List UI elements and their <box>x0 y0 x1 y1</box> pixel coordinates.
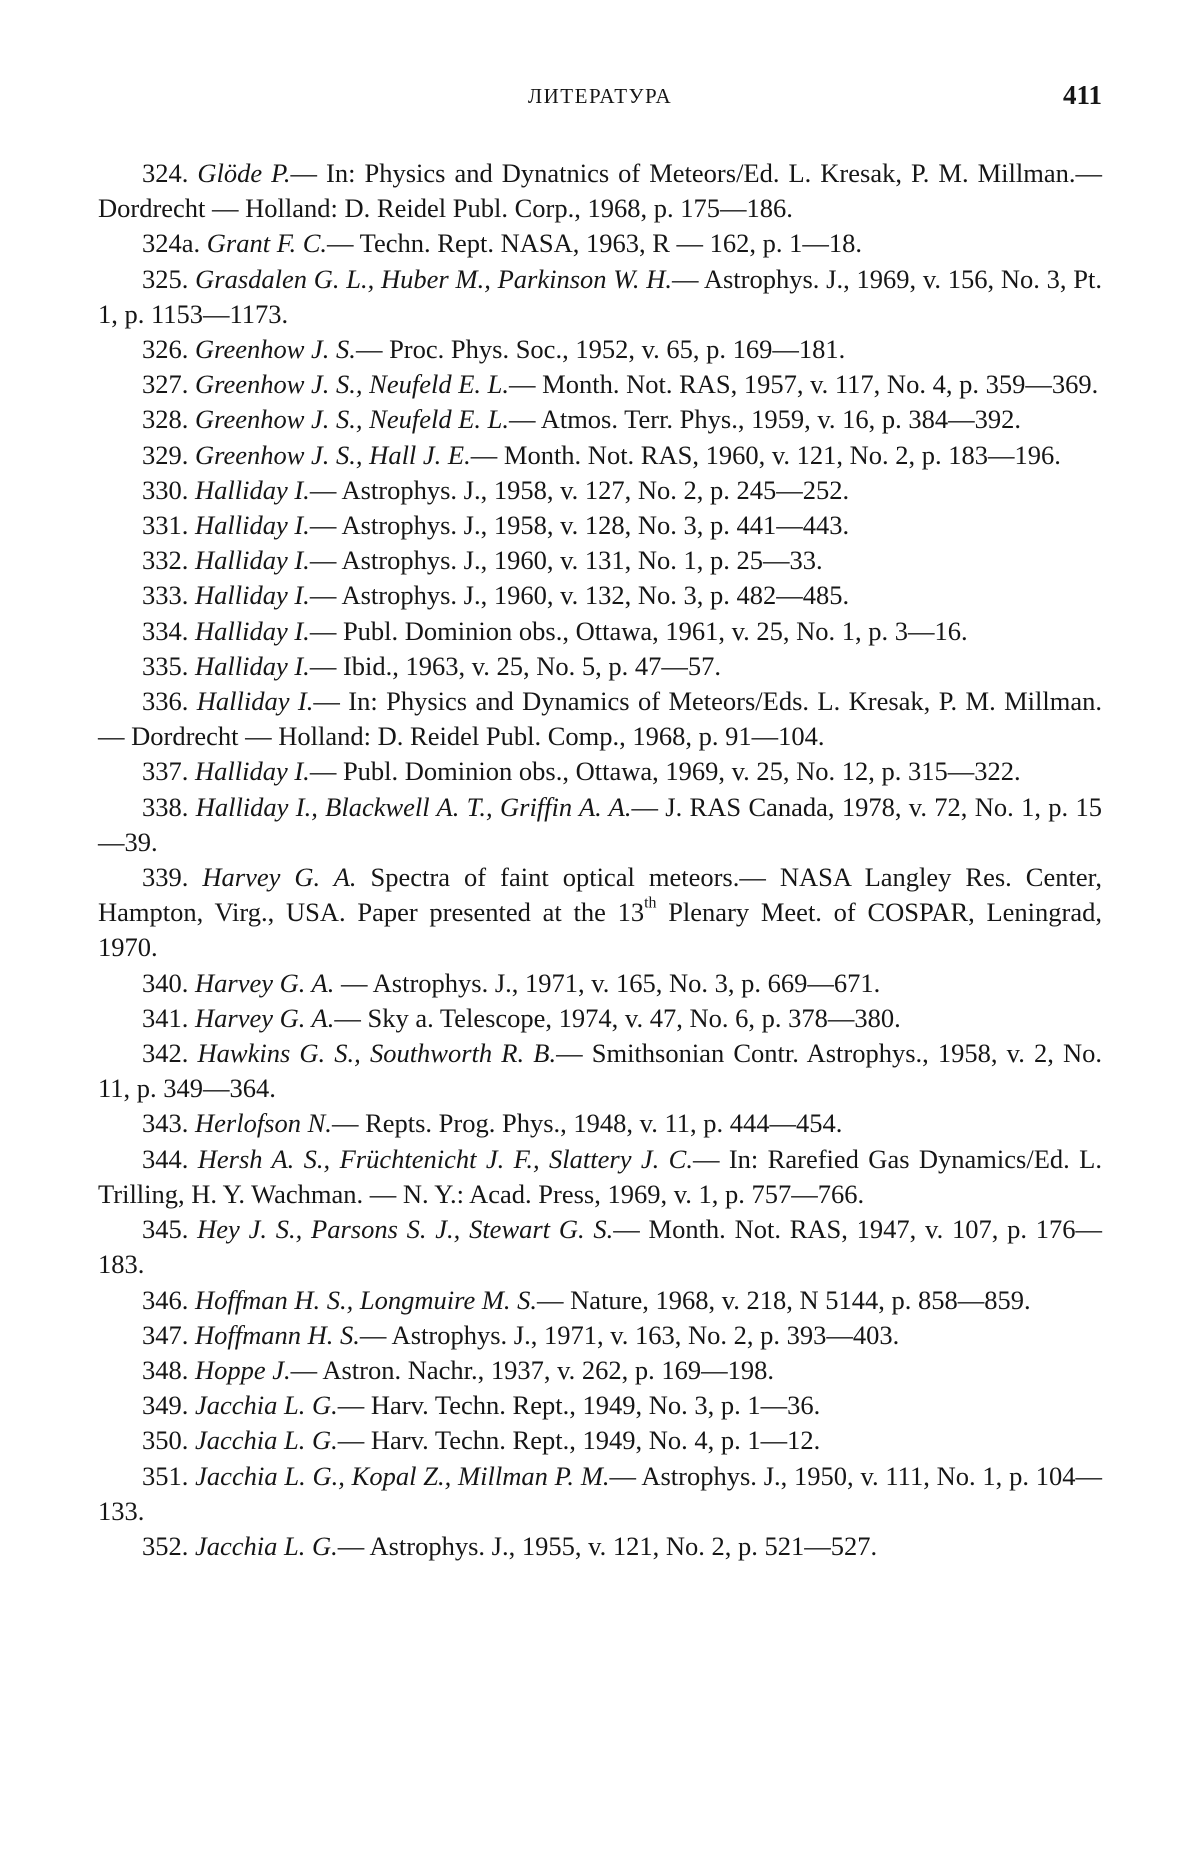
reference-authors: Halliday I. <box>195 650 310 681</box>
reference-number: 336. <box>142 686 189 717</box>
reference-346 <box>98 1283 1102 1318</box>
reference-349 <box>98 1388 1102 1423</box>
reference-authors: Greenhow J. S., Neufeld E. L. <box>195 404 510 435</box>
reference-authors: Jacchia L. G. <box>195 1530 338 1561</box>
reference-number: 340. <box>142 967 189 998</box>
reference-336 <box>98 684 1102 754</box>
reference-authors: Glöde P. <box>197 158 291 188</box>
reference-324 <box>98 156 1102 226</box>
reference-number: 337. <box>142 756 189 787</box>
reference-text: — Month. Not. RAS, 1947, v. 107, p. 176—183. <box>98 1214 1103 1280</box>
reference-text: — Harv. Techn. Rept., 1949, No. 4, p. 1—12. <box>337 1425 821 1456</box>
reference-number: 330. <box>142 474 189 505</box>
reference-number: 352. <box>142 1530 189 1561</box>
reference-number: 350. <box>142 1425 189 1456</box>
reference-text: — Harv. Techn. Rept., 1949, No. 3, p. 1—36. <box>337 1390 821 1421</box>
reference-text: — Publ. Dominion obs., Ottawa, 1961, v. 25, No. 1, p. 3—16. <box>309 615 968 646</box>
reference-text: — Proc. Phys. Soc., 1952, v. 65, p. 169—181. <box>355 334 846 365</box>
reference-number: 343. <box>142 1108 189 1139</box>
reference-340 <box>98 966 1102 1001</box>
reference-text: — Repts. Prog. Phys., 1948, v. 11, p. 444—454. <box>331 1108 843 1139</box>
reference-text: — Publ. Dominion obs., Ottawa, 1969, v. 25, No. 12, p. 315—322. <box>309 756 1021 787</box>
reference-text: — Astrophys. J., 1971, v. 163, No. 2, p. 393—403. <box>359 1319 900 1350</box>
reference-number: 345. <box>142 1214 189 1245</box>
reference-number: 324. <box>142 158 189 188</box>
reference-342 <box>98 1036 1102 1106</box>
reference-text: — Astrophys. J., 1960, v. 131, No. 1, p. 25—33. <box>309 545 823 576</box>
reference-347 <box>98 1318 1102 1353</box>
reference-text: — Astrophys. J., 1958, v. 127, No. 2, p. 245—252. <box>309 474 850 505</box>
reference-list <box>98 156 1102 1564</box>
reference-text: — Techn. Rept. NASA, 1963, R — 162, p. 1—18. <box>327 228 863 259</box>
reference-number: 334. <box>142 615 189 646</box>
reference-text: — Astrophys. J., 1950, v. 111, No. 1, p. 104—133. <box>98 1460 1102 1526</box>
reference-authors: Halliday I. <box>195 545 310 576</box>
reference-authors: Grasdalen G. L., Huber M., Parkinson W. H. <box>195 263 673 294</box>
reference-authors: Hey J. S., Parsons S. J., Stewart G. S. <box>197 1214 614 1245</box>
reference-number: 328. <box>142 404 189 435</box>
reference-authors: Jacchia L. G., Kopal Z., Millman P. M. <box>195 1460 610 1491</box>
reference-331 <box>98 508 1102 543</box>
reference-authors: Jacchia L. G. <box>195 1425 338 1456</box>
reference-text: — Astron. Nachr., 1937, v. 262, p. 169—198. <box>290 1354 775 1385</box>
reference-authors: Halliday I. <box>195 510 310 541</box>
reference-329 <box>98 438 1102 473</box>
reference-authors: Halliday I. <box>195 756 310 787</box>
reference-authors: Grant F. C. <box>206 228 328 259</box>
reference-326 <box>98 332 1102 367</box>
reference-number: 325. <box>142 263 189 294</box>
reference-text: — Astrophys. J., 1958, v. 128, No. 3, p. 441—443. <box>309 510 850 541</box>
reference-325 <box>98 262 1102 332</box>
reference-authors: Greenhow J. S., Neufeld E. L. <box>195 369 510 400</box>
reference-348 <box>98 1353 1102 1388</box>
reference-number: 346. <box>142 1284 189 1315</box>
reference-number: 349. <box>142 1390 189 1421</box>
reference-authors: Hoffman H. S., Longmuire M. S. <box>195 1284 538 1315</box>
running-head <box>98 80 1102 118</box>
reference-authors: Halliday I. <box>195 474 310 505</box>
reference-text: — Astrophys. J., 1960, v. 132, No. 3, p. 482—485. <box>309 580 850 611</box>
reference-text: — Astrophys. J., 1971, v. 165, No. 3, p. 669—671. <box>334 967 881 998</box>
reference-authors: Hawkins G. S., Southworth R. B. <box>197 1038 557 1069</box>
reference-324a <box>98 226 1102 261</box>
reference-number: 329. <box>142 439 189 470</box>
reference-351 <box>98 1459 1102 1529</box>
reference-337 <box>98 754 1102 789</box>
page-title: ЛИТЕРАТУРА <box>527 84 673 108</box>
reference-334 <box>98 614 1102 649</box>
page-number: 411 <box>1062 80 1102 110</box>
reference-authors: Harvey G. A. <box>202 862 357 893</box>
reference-authors: Herlofson N. <box>195 1108 332 1139</box>
reference-335 <box>98 649 1102 684</box>
reference-350 <box>98 1423 1102 1458</box>
reference-authors: Hoppe J. <box>195 1354 291 1385</box>
reference-number: 327. <box>142 369 189 400</box>
reference-343 <box>98 1106 1102 1141</box>
reference-number: 339. <box>142 862 189 893</box>
reference-333 <box>98 578 1102 613</box>
reference-authors: Harvey G. A. <box>195 967 335 998</box>
reference-text: — Sky a. Telescope, 1974, v. 47, No. 6, p. 378—380. <box>334 1002 901 1033</box>
reference-authors: Hoffmann H. S. <box>195 1319 360 1350</box>
reference-text: — In: Physics and Dynamics of Meteors/Eds. L. Kresak, P. M. Millman.— Dordrecht — Holland: D. Reidel Publ. Comp., 1968, p. 91—104. <box>98 686 1103 752</box>
reference-number: 331. <box>142 510 189 541</box>
reference-authors: Jacchia L. G. <box>195 1390 338 1421</box>
reference-text: — J. RAS Canada, 1978, v. 72, No. 1, p. 15—39. <box>98 791 1102 857</box>
reference-text: — Atmos. Terr. Phys., 1959, v. 16, p. 384—392. <box>509 404 1022 435</box>
reference-text: — Ibid., 1963, v. 25, No. 5, p. 47—57. <box>309 650 722 681</box>
reference-authors: Halliday I. <box>196 686 314 717</box>
reference-345 <box>98 1212 1102 1282</box>
reference-number: 348. <box>142 1354 189 1385</box>
reference-341 <box>98 1001 1102 1036</box>
reference-number: 341. <box>142 1002 189 1033</box>
reference-339 <box>98 860 1102 966</box>
reference-number: 344. <box>142 1143 189 1174</box>
reference-number: 338. <box>142 791 189 822</box>
reference-text: — Smithsonian Contr. Astrophys., 1958, v. 2, No. 11, p. 349—364. <box>98 1038 1102 1104</box>
reference-authors: Greenhow J. S., Hall J. E. <box>195 439 471 470</box>
reference-number: 335. <box>142 650 189 681</box>
reference-text: — Nature, 1968, v. 218, N 5144, p. 858—859. <box>537 1284 1031 1315</box>
reference-number: 332. <box>142 545 189 576</box>
reference-number: 342. <box>142 1038 189 1069</box>
reference-number: 351. <box>142 1460 189 1491</box>
reference-text: — In: Rarefied Gas Dynamics/Ed. L. Trilling, H. Y. Wachman. — N. Y.: Acad. Press, 1969, v. 1, p. 757—766. <box>98 1143 1102 1209</box>
reference-text: — Month. Not. RAS, 1957, v. 117, No. 4, p. 359—369. <box>509 369 1099 400</box>
reference-number: 347. <box>142 1319 189 1350</box>
reference-authors: Halliday I., Blackwell A. T., Griffin A. A. <box>195 791 632 822</box>
reference-authors: Halliday I. <box>195 615 310 646</box>
reference-authors: Greenhow J. S. <box>195 334 356 365</box>
reference-330 <box>98 473 1102 508</box>
reference-328 <box>98 402 1102 437</box>
reference-text: — In: Physics and Dynatnics of Meteors/Ed. L. Kresak, P. M. Millman.— Dordrecht — Holland: D. Reidel Publ. Corp., 1968, p. 175—186. <box>98 158 1102 224</box>
reference-authors: Harvey G. A. <box>195 1002 335 1033</box>
reference-332 <box>98 543 1102 578</box>
reference-authors: Halliday I. <box>195 580 310 611</box>
reference-327 <box>98 367 1102 402</box>
reference-text: — Month. Not. RAS, 1960, v. 121, No. 2, p. 183—196. <box>470 439 1061 470</box>
superscript-ordinal: th <box>644 894 657 912</box>
reference-344 <box>98 1142 1102 1212</box>
reference-authors: Hersh A. S., Früchtenicht J. F., Slattery J. C. <box>197 1143 693 1174</box>
reference-338 <box>98 790 1102 860</box>
reference-number: 333. <box>142 580 189 611</box>
reference-number: 324a. <box>142 228 201 259</box>
reference-text: — Astrophys. J., 1955, v. 121, No. 2, p. 521—527. <box>337 1530 878 1561</box>
reference-text: Spectra of faint optical meteors.— NASA Langley Res. Center, Hampton, Virg., USA. Paper presented at the 13 <box>98 862 1103 928</box>
reference-text-continued: Plenary Meet. of COSPAR, Leningrad, 1970. <box>98 897 1102 963</box>
reference-text: — Astrophys. J., 1969, v. 156, No. 3, Pt. 1, p. 1153—1173. <box>98 263 1102 329</box>
reference-number: 326. <box>142 334 189 365</box>
reference-352 <box>98 1529 1102 1564</box>
